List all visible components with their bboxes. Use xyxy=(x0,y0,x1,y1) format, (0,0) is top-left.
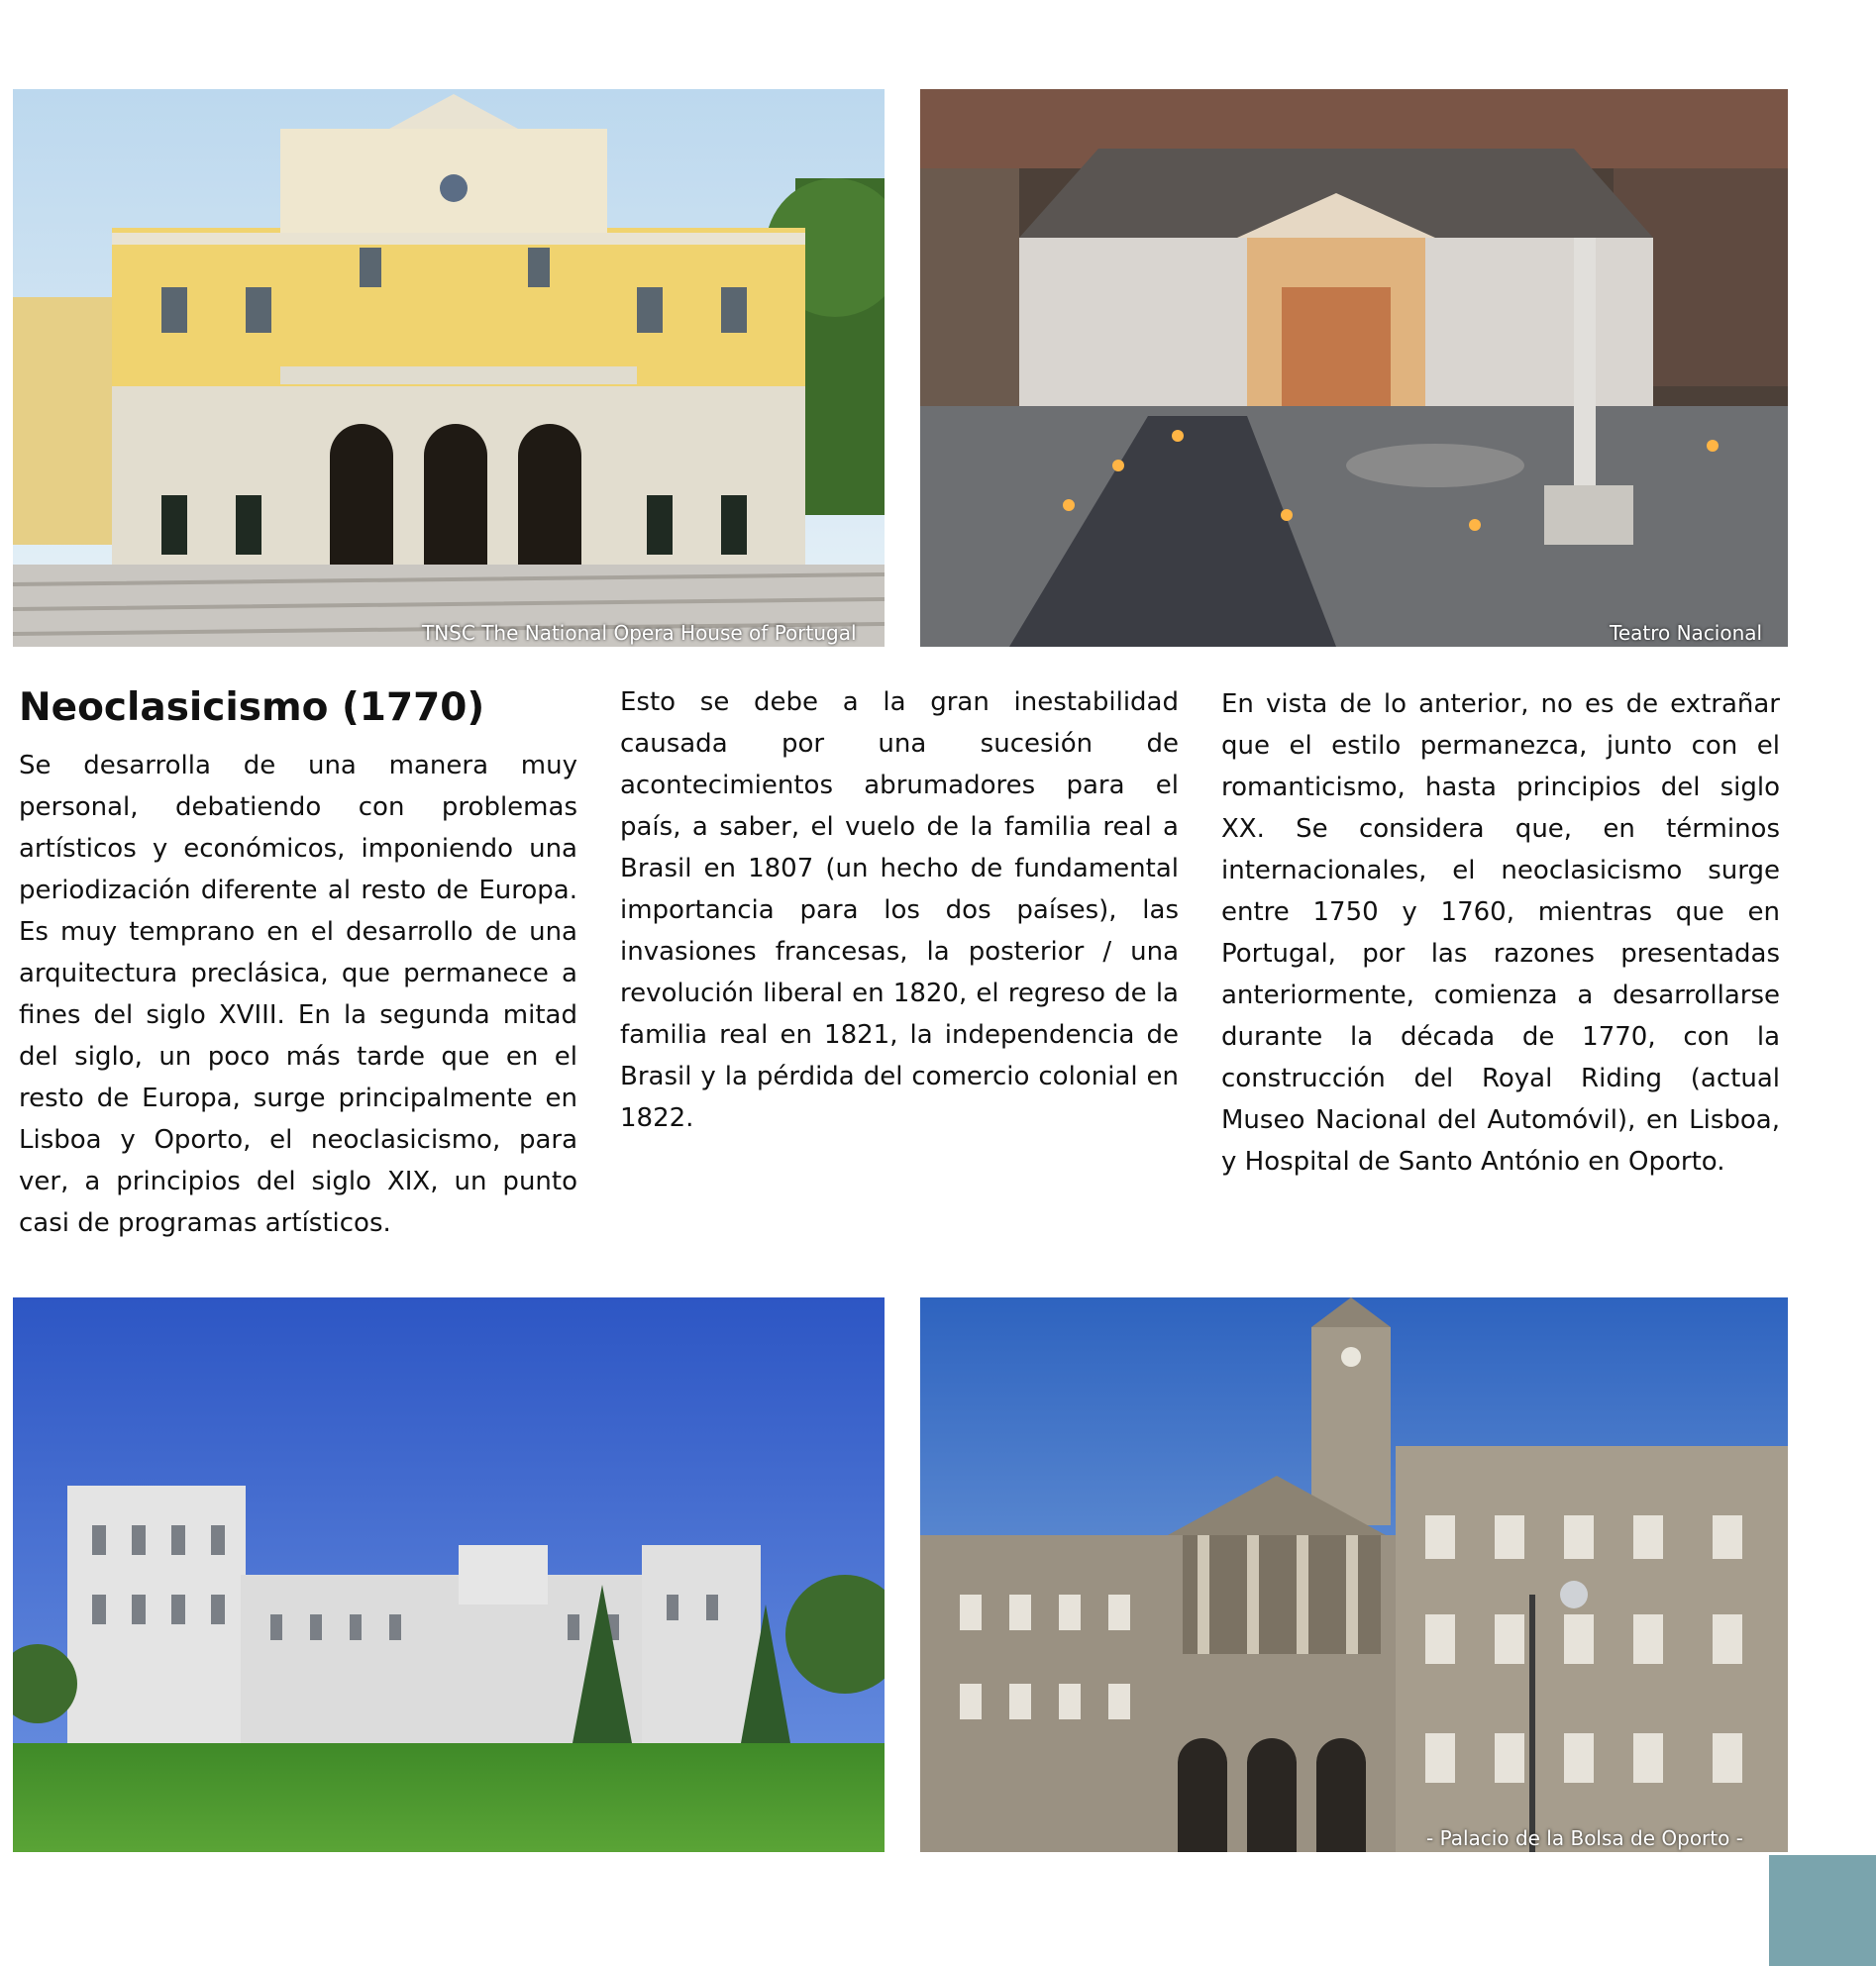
opera-house-photo xyxy=(13,89,885,647)
bolsa-palace-caption: - Palacio de la Bolsa de Oporto - xyxy=(1426,1826,1743,1850)
article-column-3: En vista de lo anterior, no es de extrañar que el estilo permanezca, junto con el romanticismo, hasta principios del siglo XX. Se considera que, en términos internacionales, el neoclasicismo surge entre 1750 y 1760, mientras que en Portugal, por las razones presentadas anteriormente, comienza a desarrollarse durante la década de 1770, con la construcción del Royal Riding (actual Museo Nacional del Automóvil), en Lisboa, y Hospital de Santo António en Oporto. xyxy=(1221,689,1780,1177)
palace-garden-photo xyxy=(13,1297,885,1852)
article-column-1: Se desarrolla de una manera muy personal, debatiendo con problemas artísticos y económicos, imponiendo una periodización diferente al resto de Europa. Es muy temprano en el desarrollo de una arquitectura preclásica, que permanece a fines del siglo XVIII. En la segunda mitad del siglo, un poco más tarde que en el resto de Europa, surge principalmente en Lisboa y Oporto, el neoclasicismo, para ver, a principios del siglo XIX, un punto casi de programas artísticos. xyxy=(19,751,577,1238)
teatro-nacional-illustration xyxy=(920,89,1788,647)
opera-house-caption: TNSC The National Opera House of Portugal xyxy=(422,621,857,645)
accent-corner-block xyxy=(1769,1855,1876,1966)
palace-garden-illustration xyxy=(13,1297,885,1852)
bolsa-palace-photo xyxy=(920,1297,1788,1852)
article-column-2: Esto se debe a la gran inestabilidad causada por una sucesión de acontecimientos abrumadores para el país, a saber, el vuelo de la familia real a Brasil en 1807 (un hecho de fundamental importancia para los dos países), las invasiones francesas, la posterior / una revolución liberal en 1820, el regreso de la familia real en 1821, la independencia de Brasil y la pérdida del comercio colonial en 1822. xyxy=(620,687,1179,1133)
teatro-nacional-caption: Teatro Nacional xyxy=(1610,621,1763,645)
opera-house-illustration xyxy=(13,89,885,647)
article-title: Neoclasicismo (1770) xyxy=(19,685,485,730)
bolsa-palace-illustration xyxy=(920,1297,1788,1852)
teatro-nacional-photo xyxy=(920,89,1788,647)
